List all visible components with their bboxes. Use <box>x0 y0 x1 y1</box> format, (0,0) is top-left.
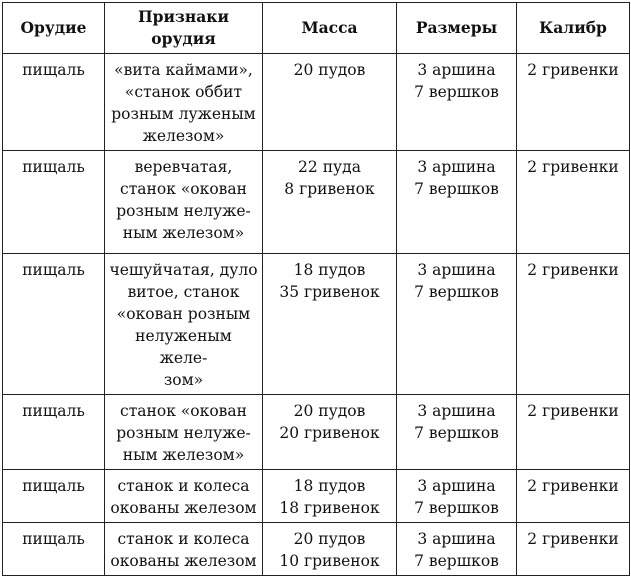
cell-caliber: 2 гривенки <box>517 395 630 470</box>
cell-size: 3 аршина 7 вершков <box>397 395 517 470</box>
cell-size: 3 аршина 7 вершков <box>397 151 517 254</box>
cell-weapon: пищаль <box>3 151 105 254</box>
cell-size: 3 аршина 7 вершков <box>397 523 517 576</box>
cell-mass: 22 пуда 8 гривенок <box>263 151 397 254</box>
cell-features: станок и колеса окованы железом <box>105 523 263 576</box>
cell-size: 3 аршина 7 вершков <box>397 54 517 151</box>
cell-mass: 20 пудов <box>263 54 397 151</box>
cell-size: 3 аршина 7 вершков <box>397 470 517 523</box>
cell-mass: 20 пудов 20 гривенок <box>263 395 397 470</box>
table-row <box>3 395 630 470</box>
cell-features: «вита каймами», «станок оббит розным луженым железом» <box>105 54 263 151</box>
cell-weapon: пищаль <box>3 395 105 470</box>
cell-mass: 18 пудов 35 гривенок <box>263 254 397 395</box>
cell-weapon: пищаль <box>3 254 105 395</box>
cell-weapon: пищаль <box>3 523 105 576</box>
header-size: Размеры <box>397 3 517 54</box>
table-row <box>3 254 630 395</box>
cell-features: чешуйчатая, дуло витое, станок «окован розным нелуженым желе- зом» <box>105 254 263 395</box>
table-row <box>3 54 630 151</box>
header-mass: Масса <box>263 3 397 54</box>
cell-mass: 18 пудов 18 гривенок <box>263 470 397 523</box>
header-weapon: Орудие <box>3 3 105 54</box>
table-row <box>3 470 630 523</box>
cell-caliber: 2 гривенки <box>517 523 630 576</box>
cell-features: станок и колеса окованы железом <box>105 470 263 523</box>
header-features: Признаки орудия <box>105 3 263 54</box>
header-caliber: Калибр <box>517 3 630 54</box>
cell-mass: 20 пудов 10 гривенок <box>263 523 397 576</box>
table-row <box>3 523 630 576</box>
cannons-table <box>2 2 630 576</box>
table-row <box>3 151 630 254</box>
cell-caliber: 2 гривенки <box>517 151 630 254</box>
cell-size: 3 аршина 7 вершков <box>397 254 517 395</box>
cell-caliber: 2 гривенки <box>517 470 630 523</box>
cell-weapon: пищаль <box>3 54 105 151</box>
header-row <box>3 3 630 54</box>
cell-features: веревчатая, станок «окован розным нелуже- ным железом» <box>105 151 263 254</box>
cell-weapon: пищаль <box>3 470 105 523</box>
cell-caliber: 2 гривенки <box>517 254 630 395</box>
cell-features: станок «окован розным нелуже- ным железом» <box>105 395 263 470</box>
cell-caliber: 2 гривенки <box>517 54 630 151</box>
